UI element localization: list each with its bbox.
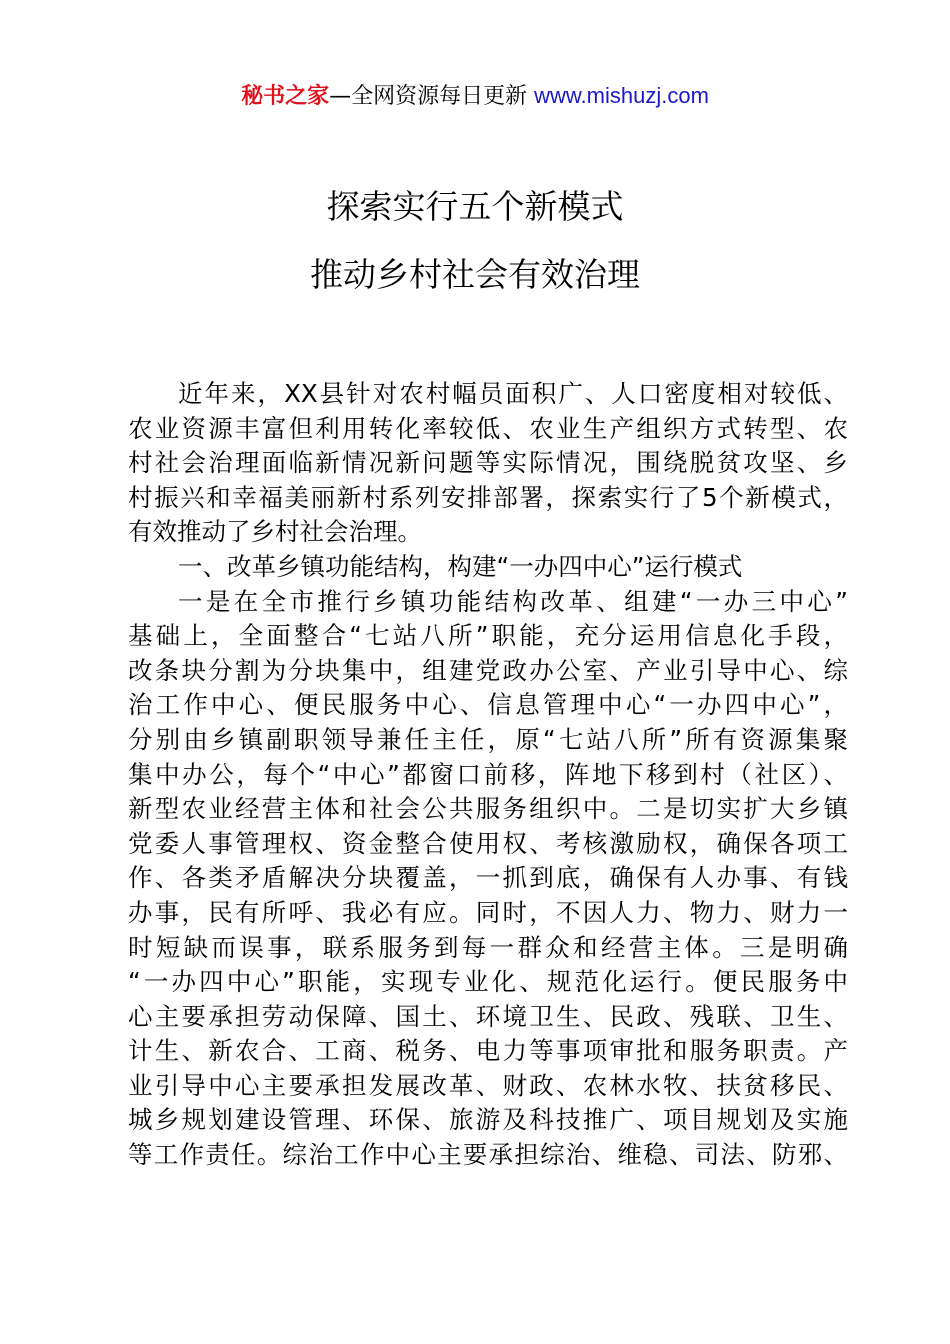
body-line: 集中办公，每个“中心”都窗口前移，阵地下移到村（社区）、 [128,759,848,789]
body-line: 城乡规划建设管理、环保、旅游及科技推广、项目规划及实施 [128,1105,848,1135]
body-line: 农业资源丰富但利用转化率较低、农业生产组织方式转型、农 [128,413,848,443]
body-line: 一是在全市推行乡镇功能结构改革、组建“一办三中心” [178,586,848,616]
body-line: 业引导中心主要承担发展改革、财政、农林水牧、扶贫移民、 [128,1070,848,1100]
document-title-line-1: 探索实行五个新模式 [326,187,624,226]
header-tagline: —全网资源每日更新 [329,84,535,109]
body-line: 心主要承担劳动保障、国土、环境卫生、民政、残联、卫生、 [128,1001,848,1031]
body-line: 近年来，XX县针对农村幅员面积广、人口密度相对较低、 [178,379,848,408]
body-line: 治工作中心、便民服务中心、信息管理中心“一办四中心”， [128,690,848,720]
brand-name: 秘书之家 [241,84,330,109]
body-line: “一办四中心”职能，实现专业化、规范化运行。便民服务中 [128,967,848,997]
body-line: 改条块分割为分块集中，组建党政办公室、产业引导中心、综 [128,655,848,685]
body-line: 分别由乡镇副职领导兼任主任，原“七站八所”所有资源集聚 [128,724,848,754]
body-line: 党委人事管理权、资金整合使用权、考核激励权，确保各项工 [128,828,848,858]
body-line: 作、各类矛盾解决分块覆盖，一抓到底，确保有人办事、有钱 [128,863,848,893]
body-line: 等工作责任。综治工作中心主要承担综治、维稳、司法、防邪、 [128,1140,848,1170]
body-line: 村振兴和幸福美丽新村系列安排部署，探索实行了5个新模式， [128,482,848,512]
body-line: 时短缺而误事，联系服务到每一群众和经营主体。三是明确 [128,932,848,962]
site-header [0,80,950,113]
site-url[interactable]: www.mishuzj.com [534,83,709,108]
body-line: 基础上，全面整合“七站八所”职能，充分运用信息化手段， [128,621,848,651]
body-line: 村社会治理面临新情况新问题等实际情况，围绕脱贫攻坚、乡 [128,448,848,478]
body-line: 办事，民有所呼、我必有应。同时，不因人力、物力、财力一 [128,897,848,927]
document-title-line-2: 推动乡村社会有效治理 [310,255,640,294]
section-heading: 一、改革乡镇功能结构，构建“一办四中心”运行模式 [178,551,743,581]
body-line: 有效推动了乡村社会治理。 [128,517,422,547]
body-line: 计生、新农合、工商、税务、电力等事项审批和服务职责。产 [128,1036,848,1066]
document-body [128,377,848,1173]
body-line: 新型农业经营主体和社会公共服务组织中。二是切实扩大乡镇 [128,794,848,824]
